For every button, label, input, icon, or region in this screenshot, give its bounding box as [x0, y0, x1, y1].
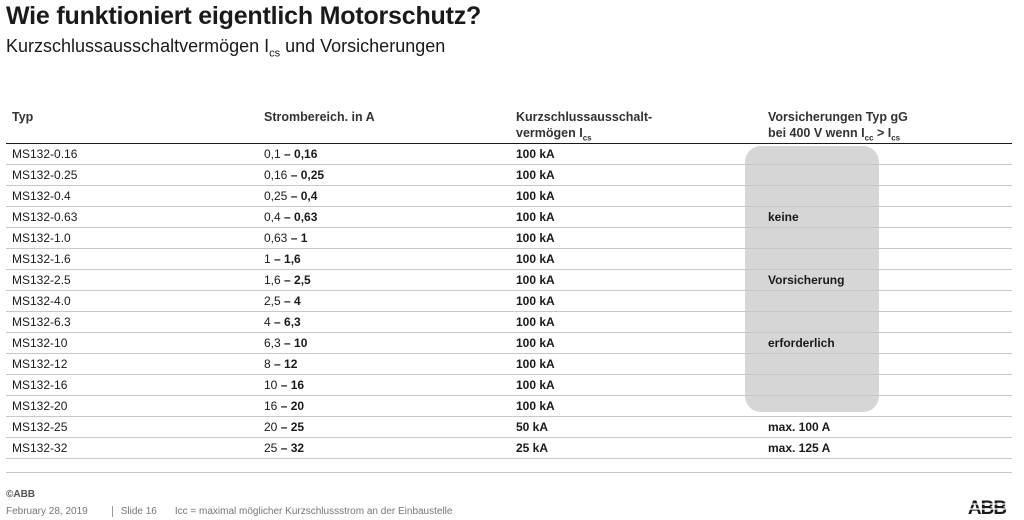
- range-high: 0,4: [300, 189, 318, 203]
- table-body: [6, 144, 1012, 459]
- table-row: [6, 165, 1012, 186]
- copyright: ©ABB: [6, 489, 36, 500]
- header-kurzschluss: [516, 109, 652, 147]
- range-high: 4: [294, 294, 301, 308]
- range-low: 2,5: [264, 294, 281, 308]
- cell-strombereich: [264, 399, 304, 414]
- footer-rule: [6, 472, 1012, 473]
- range-low: 16: [264, 399, 278, 413]
- cell-strombereich: [264, 441, 304, 456]
- cell-strombereich: [264, 252, 301, 267]
- header-vs-line1: Vorsicherungen Typ gG: [768, 110, 908, 124]
- header-vorsicherungen: [768, 109, 908, 147]
- header-typ: Typ: [12, 110, 34, 124]
- range-high: 16: [290, 378, 305, 392]
- cell-strombereich: [264, 378, 304, 393]
- range-high: 6,3: [284, 315, 301, 329]
- header-strombereich: Strombereich. in A: [264, 110, 375, 124]
- header-vs-line2a: bei 400 V wenn I: [768, 126, 865, 140]
- cell-typ: MS132-0.25: [12, 168, 78, 182]
- table-row: [6, 417, 1012, 438]
- subtitle-sub: cs: [269, 47, 281, 60]
- table-row: [6, 291, 1012, 312]
- cell-kurzschluss: 100 kA: [516, 315, 555, 329]
- range-separator: –: [277, 441, 291, 455]
- range-high: 1: [300, 231, 308, 245]
- range-low: 6,3: [264, 336, 281, 350]
- range-high: 12: [284, 357, 298, 371]
- cell-typ: MS132-16: [12, 378, 68, 392]
- range-separator: –: [280, 273, 295, 287]
- cell-vorsicherung: max. 100 A: [768, 420, 831, 434]
- cell-strombereich: [264, 336, 307, 351]
- cell-strombereich: [264, 294, 301, 309]
- cell-kurzschluss: 50 kA: [516, 420, 549, 434]
- table-header: [6, 105, 1012, 143]
- cell-typ: MS132-25: [12, 420, 68, 434]
- range-low: 25: [264, 441, 278, 455]
- range-separator: –: [280, 336, 295, 350]
- range-separator: –: [277, 378, 291, 392]
- header-vs-line2b: > I: [873, 126, 892, 140]
- footer-bar: [6, 506, 452, 517]
- table-row: [6, 354, 1012, 375]
- range-high: 10: [294, 336, 308, 350]
- range-high: 0,63: [294, 210, 318, 224]
- cell-kurzschluss: 100 kA: [516, 336, 555, 350]
- cell-kurzschluss: 25 kA: [516, 441, 549, 455]
- cell-strombereich: [264, 420, 304, 435]
- abb-logo-text: ABB: [967, 498, 1007, 517]
- cell-kurzschluss: 100 kA: [516, 294, 555, 308]
- range-separator: –: [287, 231, 301, 245]
- cell-strombereich: [264, 147, 317, 162]
- cell-strombereich: [264, 357, 297, 372]
- range-separator: –: [287, 168, 301, 182]
- table-row: [6, 375, 1012, 396]
- range-high: 32: [290, 441, 305, 455]
- range-low: 0,4: [264, 210, 281, 224]
- header-vs-sub2: cs: [891, 133, 901, 143]
- header-ks-line1: Kurzschlussausschalt-: [516, 110, 653, 124]
- cell-typ: MS132-0.16: [12, 147, 78, 161]
- subtitle-main: Kurzschlussausschaltvermögen I: [6, 36, 270, 56]
- header-ks-line2: vermögen I: [516, 126, 583, 140]
- cell-kurzschluss: 100 kA: [516, 252, 555, 266]
- range-low: 1: [264, 252, 271, 266]
- range-separator: –: [277, 399, 291, 413]
- cell-vorsicherung: keine: [768, 210, 799, 224]
- footer-slide: Slide 16: [120, 506, 157, 518]
- cell-typ: MS132-1.6: [12, 252, 71, 266]
- range-high: 0,25: [300, 168, 325, 182]
- cell-strombereich: [264, 231, 307, 246]
- cell-strombereich: [264, 168, 324, 183]
- range-separator: –: [287, 189, 301, 203]
- header-ks-sub: cs: [582, 133, 592, 143]
- cell-vorsicherung: erforderlich: [768, 336, 835, 350]
- cell-kurzschluss: 100 kA: [516, 378, 555, 392]
- cell-kurzschluss: 100 kA: [516, 189, 555, 203]
- range-high: 1,6: [284, 252, 301, 266]
- cell-typ: MS132-12: [12, 357, 68, 371]
- cell-kurzschluss: 100 kA: [516, 168, 555, 182]
- range-low: 0,16: [264, 168, 288, 182]
- cell-strombereich: [264, 210, 317, 225]
- range-high: 20: [290, 399, 305, 413]
- range-low: 0,63: [264, 231, 288, 245]
- table-row: [6, 270, 1012, 291]
- table-row: [6, 438, 1012, 459]
- range-separator: –: [277, 420, 291, 434]
- cell-typ: MS132-4.0: [12, 294, 71, 308]
- range-low: 8: [264, 357, 271, 371]
- subtitle-rest: und Vorsicherungen: [280, 36, 446, 56]
- cell-kurzschluss: 100 kA: [516, 210, 555, 224]
- range-separator: –: [280, 294, 295, 308]
- range-low: 20: [264, 420, 278, 434]
- cell-strombereich: [264, 273, 311, 288]
- page-subtitle: [6, 36, 445, 60]
- range-low: 0,25: [264, 189, 288, 203]
- cell-kurzschluss: 100 kA: [516, 357, 555, 371]
- cell-typ: MS132-0.63: [12, 210, 78, 224]
- cell-typ: MS132-1.0: [12, 231, 71, 245]
- range-low: 0,1: [264, 147, 281, 161]
- table-row: [6, 186, 1012, 207]
- range-separator: –: [270, 315, 285, 329]
- range-high: 25: [290, 420, 305, 434]
- range-separator: –: [280, 147, 295, 161]
- table-row: [6, 144, 1012, 165]
- cell-typ: MS132-20: [12, 399, 68, 413]
- cell-typ: MS132-10: [12, 336, 68, 350]
- cell-kurzschluss: 100 kA: [516, 147, 555, 161]
- range-separator: –: [280, 210, 295, 224]
- table-row: [6, 249, 1012, 270]
- range-low: 1,6: [264, 273, 281, 287]
- table-row: [6, 228, 1012, 249]
- abb-logo: [966, 497, 1008, 517]
- motor-protection-table: [6, 105, 1012, 459]
- cell-typ: MS132-0.4: [12, 189, 71, 203]
- cell-strombereich: [264, 189, 317, 204]
- cell-typ: MS132-6.3: [12, 315, 71, 329]
- range-high: 0,16: [294, 147, 318, 161]
- table-row: [6, 333, 1012, 354]
- table-row: [6, 312, 1012, 333]
- cell-kurzschluss: 100 kA: [516, 273, 555, 287]
- range-separator: –: [270, 252, 285, 266]
- cell-typ: MS132-32: [12, 441, 68, 455]
- page-title: Wie funktioniert eigentlich Motorschutz?: [6, 2, 482, 30]
- cell-typ: MS132-2.5: [12, 273, 71, 287]
- cell-vorsicherung: max. 125 A: [768, 441, 831, 455]
- range-low: 10: [264, 378, 278, 392]
- footer-date: February 28, 2019: [6, 506, 88, 518]
- table-row: [6, 207, 1012, 228]
- cell-kurzschluss: 100 kA: [516, 399, 555, 413]
- footer-separator: [112, 506, 113, 517]
- range-low: 4: [264, 315, 271, 329]
- range-high: 2,5: [294, 273, 311, 287]
- footer-note: Icc = maximal möglicher Kurzschlussstrom an der Einbaustelle: [174, 506, 453, 518]
- table-row: [6, 396, 1012, 417]
- header-vs-sub1: cc: [864, 133, 874, 143]
- range-separator: –: [270, 357, 285, 371]
- cell-vorsicherung: Vorsicherung: [768, 273, 845, 287]
- cell-kurzschluss: 100 kA: [516, 231, 555, 245]
- cell-strombereich: [264, 315, 301, 330]
